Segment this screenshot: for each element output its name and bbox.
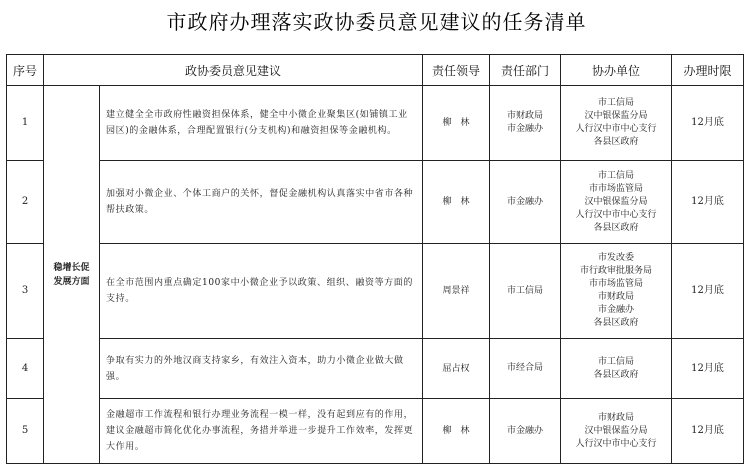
table-row bbox=[7, 399, 744, 464]
header-seq: 序号 bbox=[7, 55, 44, 86]
table-row bbox=[7, 86, 744, 161]
row-leader: 柳 林 bbox=[423, 161, 490, 244]
coop-item: 各县区政府 bbox=[593, 137, 639, 147]
coop-item: 汉中银保监分局 bbox=[584, 196, 648, 207]
dept-item: 市工信局 bbox=[507, 285, 544, 296]
row-seq: 3 bbox=[7, 244, 44, 339]
coop-item: 人行汉中市中心支行 bbox=[575, 438, 657, 449]
dept-item: 市金融办 bbox=[507, 124, 544, 134]
coop-item: 市工信局 bbox=[598, 356, 635, 367]
row-suggestion: 加强对小微企业、个体工商户的关怀，督促金融机构认真落实中省市各种帮扶政策。 bbox=[100, 161, 423, 244]
coop-item: 市工信局 bbox=[598, 170, 635, 181]
dept-item: 市财政局 bbox=[507, 111, 544, 121]
row-coop bbox=[561, 161, 672, 244]
header-dept: 责任部门 bbox=[490, 55, 561, 86]
coop-item: 汉中银保监分局 bbox=[584, 425, 648, 436]
task-list-table bbox=[6, 54, 744, 464]
row-leader: 柳 林 bbox=[423, 399, 490, 464]
category-label: 稳增长促发展方面 bbox=[53, 262, 90, 287]
row-seq: 1 bbox=[7, 86, 44, 161]
header-suggestion: 政协委员意见建议 bbox=[44, 55, 423, 86]
row-seq: 4 bbox=[7, 339, 44, 399]
row-coop bbox=[561, 399, 672, 464]
row-dept bbox=[490, 339, 561, 399]
row-deadline: 12月底 bbox=[672, 244, 744, 339]
table-row bbox=[7, 161, 744, 244]
table-row bbox=[7, 339, 744, 399]
coop-item: 市工信局 bbox=[598, 98, 635, 108]
row-suggestion: 建立健全全市政府性融资担保体系，健全中小微企业聚集区(如铺镇工业园区)的金融体系，合理配置银行(分支机构)和融资担保等金融机构。 bbox=[100, 86, 423, 161]
row-suggestion: 在全市范围内重点确定100家中小微企业予以政策、组织、融资等方面的支持。 bbox=[100, 244, 423, 339]
coop-item: 市市场监管局 bbox=[589, 183, 644, 194]
dept-item: 市经合局 bbox=[507, 363, 544, 373]
dept-item: 市金融办 bbox=[507, 196, 544, 207]
coop-item: 市财政局 bbox=[598, 412, 635, 423]
coop-item: 市市场监管局 bbox=[589, 279, 644, 289]
row-seq: 2 bbox=[7, 161, 44, 244]
page-title: 市政府办理落实政协委员意见建议的任务清单 bbox=[166, 10, 587, 34]
header-leader: 责任领导 bbox=[423, 55, 490, 86]
row-coop bbox=[561, 86, 672, 161]
coop-item: 市金融办 bbox=[598, 305, 635, 315]
row-leader: 周景祥 bbox=[423, 244, 490, 339]
coop-item: 人行汉中市中心支行 bbox=[575, 209, 657, 220]
coop-item: 汉中银保监分局 bbox=[584, 111, 648, 121]
row-deadline: 12月底 bbox=[672, 399, 744, 464]
row-dept bbox=[490, 86, 561, 161]
row-suggestion: 金融超市工作流程和银行办理业务流程一模一样，没有起到应有的作用，建议金融超市简化优化办事流程，务措并举进一步提升工作效率，发挥更大作用。 bbox=[100, 399, 423, 464]
row-dept bbox=[490, 244, 561, 339]
row-dept bbox=[490, 399, 561, 464]
category-cell bbox=[44, 86, 100, 464]
row-dept bbox=[490, 161, 561, 244]
row-suggestion: 争取有实力的外地汉商支持家乡，有效注入资本，助力小微企业做大做强。 bbox=[100, 339, 423, 399]
header-coop: 协办单位 bbox=[561, 55, 672, 86]
coop-item: 市行政审批服务局 bbox=[580, 266, 653, 276]
header-row bbox=[7, 55, 744, 86]
coop-item: 市财政局 bbox=[598, 292, 635, 302]
row-leader: 屈占权 bbox=[423, 339, 490, 399]
coop-item: 市发改委 bbox=[598, 253, 635, 263]
coop-item: 各县区政府 bbox=[593, 369, 639, 380]
dept-item: 市金融办 bbox=[507, 425, 544, 436]
row-deadline: 12月底 bbox=[672, 86, 744, 161]
row-coop bbox=[561, 244, 672, 339]
coop-item: 人行汉中市中心支行 bbox=[575, 124, 657, 134]
coop-item: 各县区政府 bbox=[593, 222, 639, 233]
row-seq: 5 bbox=[7, 399, 44, 464]
header-deadline: 办理时限 bbox=[672, 55, 744, 86]
coop-item: 各县区政府 bbox=[593, 318, 639, 328]
row-leader: 柳 林 bbox=[423, 86, 490, 161]
row-coop bbox=[561, 339, 672, 399]
row-deadline: 12月底 bbox=[672, 161, 744, 244]
row-deadline: 12月底 bbox=[672, 339, 744, 399]
table-row bbox=[7, 244, 744, 339]
